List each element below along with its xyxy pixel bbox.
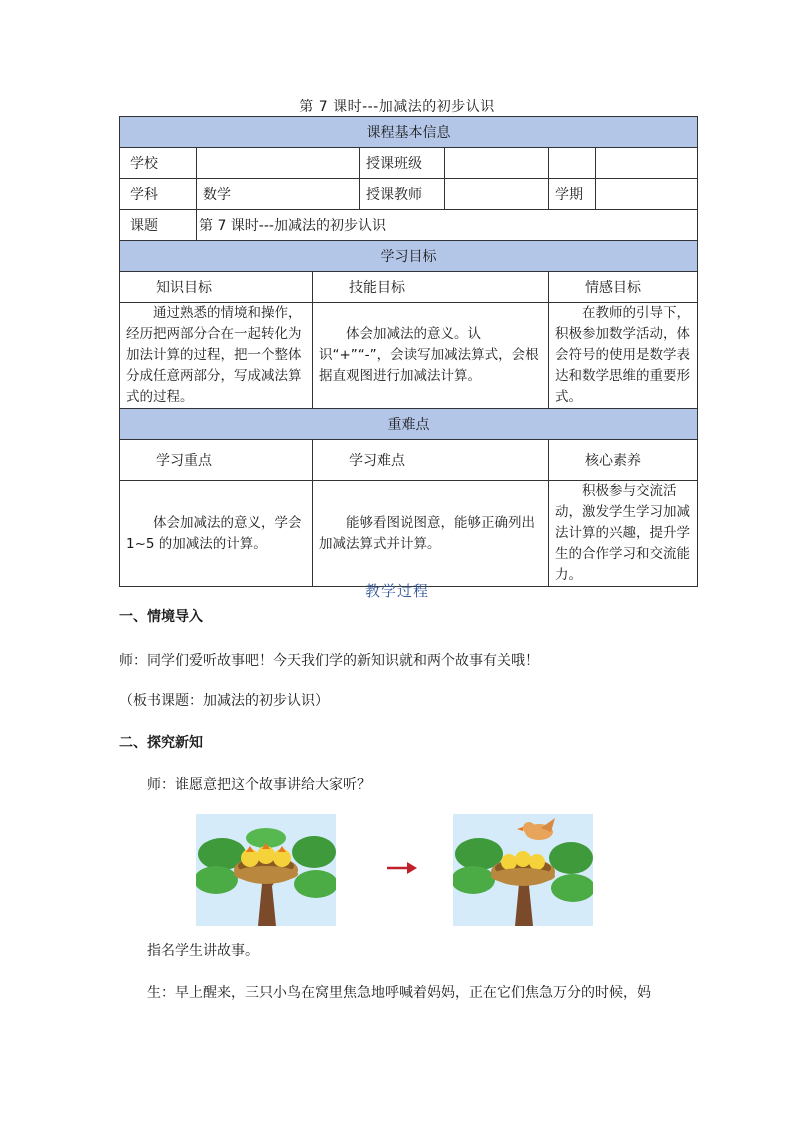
- key-points-header: 重难点: [120, 409, 698, 440]
- subject-value: 数学: [197, 179, 360, 210]
- board-title-line: （板书课题：加减法的初步认识）: [119, 693, 329, 709]
- knowledge-goal-label: 知识目标: [120, 272, 313, 303]
- core-literacy-label: 核心素养: [549, 440, 698, 481]
- teacher-intro-line: 师：同学们爱听故事吧！今天我们学的新知识就和两个故事有关哦！: [119, 653, 539, 669]
- teaching-process-heading: 教学过程: [364, 582, 429, 600]
- difficulty-label: 学习难点: [313, 440, 549, 481]
- blank-cell: [549, 148, 596, 179]
- core-literacy-text: 积极参与交流活动，激发学生学习加减法计算的兴趣，提升学生的合作学习和交流能力。: [549, 481, 698, 587]
- assign-student-line: 指名学生讲故事。: [147, 943, 259, 959]
- topic-value: 第 7 课时---加减法的初步认识: [197, 210, 698, 241]
- nest-mother-returns-image: [453, 814, 593, 926]
- student-story-line: 生：早上醒来，三只小鸟在窝里焦急地呼喊着妈妈，正在它们焦急万分的时候，妈: [147, 985, 651, 1001]
- blank-cell: [596, 148, 698, 179]
- section-explore-heading: 二、探究新知: [119, 735, 203, 751]
- knowledge-goal-text: 通过熟悉的情境和操作，经历把两部分合在一起转化为加法计算的过程，把一个整体分成任意两部分，写成减法算式的过程。: [120, 303, 313, 409]
- term-label: 学期: [549, 179, 596, 210]
- goals-header: 学习目标: [120, 241, 698, 272]
- focus-text: 体会加减法的意义，学会 1~5 的加减法的计算。: [120, 481, 313, 587]
- skill-goal-text: 体会加减法的意义。认识“+”“-”，会读写加减法算式，会根据直观图进行加减法计算。: [313, 303, 549, 409]
- section-intro-heading: 一、情境导入: [119, 609, 203, 625]
- class-label: 授课班级: [360, 148, 445, 179]
- nest-three-chicks-image: [196, 814, 336, 926]
- difficulty-text: 能够看图说图意，能够正确列出加减法算式并计算。: [313, 481, 549, 587]
- topic-label: 课题: [120, 210, 197, 241]
- focus-label: 学习重点: [120, 440, 313, 481]
- school-value: [197, 148, 360, 179]
- teacher-value: [445, 179, 549, 210]
- right-arrow-icon: [385, 858, 419, 878]
- emotion-goal-text: 在教师的引导下，积极参加数学活动，体会符号的使用是数学表达和数学思维的重要形式。: [549, 303, 698, 409]
- lesson-info-table: [119, 116, 698, 587]
- teacher-label: 授课教师: [360, 179, 445, 210]
- document-title: 第 7 课时---加减法的初步认识: [299, 99, 495, 115]
- class-value: [445, 148, 549, 179]
- subject-label: 学科: [120, 179, 197, 210]
- teacher-question-line: 师：谁愿意把这个故事讲给大家听？: [147, 777, 371, 793]
- basic-info-header: 课程基本信息: [120, 117, 698, 148]
- term-value: [596, 179, 698, 210]
- school-label: 学校: [120, 148, 197, 179]
- skill-goal-label: 技能目标: [313, 272, 549, 303]
- emotion-goal-label: 情感目标: [549, 272, 698, 303]
